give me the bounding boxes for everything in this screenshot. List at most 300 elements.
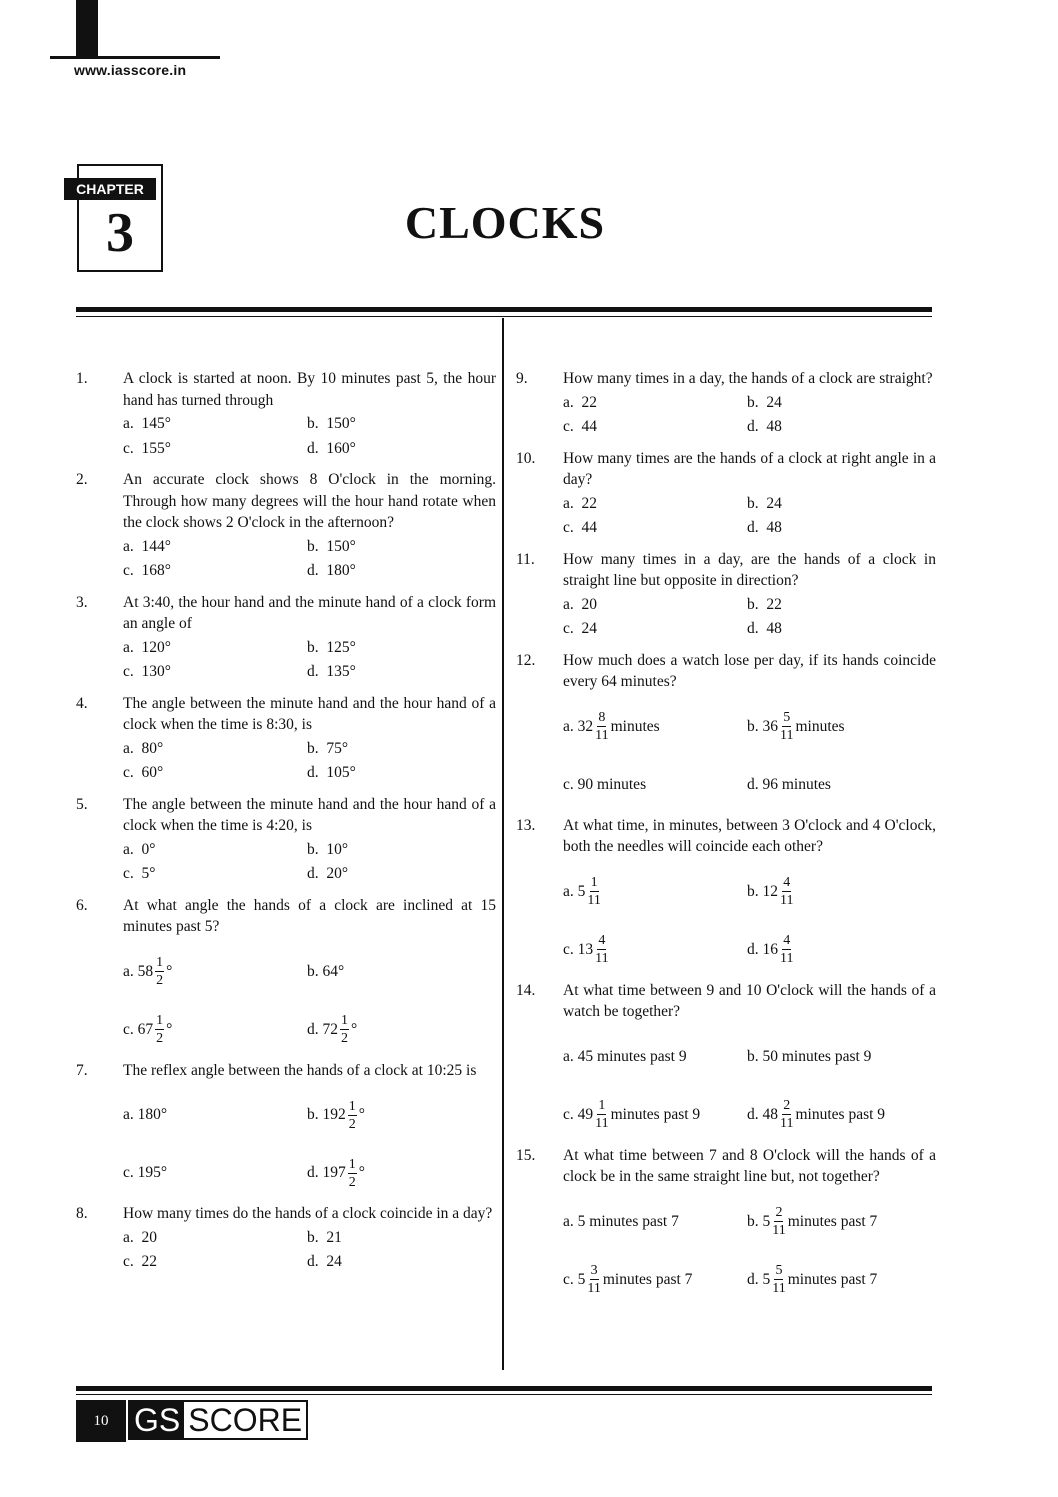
- option-suffix: minutes past 7: [787, 1212, 878, 1230]
- option-letter: c.: [563, 775, 574, 793]
- option: [123, 762, 307, 784]
- option: [307, 536, 491, 558]
- question-number: 14.: [516, 981, 536, 999]
- fraction-numerator: 1: [156, 1013, 164, 1028]
- option: [307, 762, 491, 784]
- chapter-label: CHAPTER: [64, 178, 156, 200]
- option-letter: a.: [123, 1228, 134, 1246]
- question-number: 6.: [76, 896, 88, 914]
- option-letter: d.: [307, 764, 319, 781]
- option-letter: c.: [123, 1253, 134, 1270]
- option-letter: a.: [563, 595, 574, 613]
- title-divider-thin: [76, 316, 932, 317]
- question-number: 9.: [516, 370, 528, 387]
- option-value: 24: [326, 1253, 342, 1270]
- option-value: 44: [581, 519, 598, 536]
- option: [307, 413, 491, 435]
- option: [747, 1202, 931, 1242]
- option-value: 24: [766, 494, 782, 512]
- option: [563, 765, 747, 805]
- option-whole: 12: [762, 882, 778, 900]
- fraction-denominator: 11: [780, 728, 794, 743]
- option-letter: b.: [747, 1212, 759, 1230]
- option: [123, 839, 307, 861]
- question-text: How many times in a day, the hands of a clock are straight?: [563, 370, 933, 387]
- option: [563, 1202, 747, 1242]
- option-letter: a.: [563, 1047, 574, 1065]
- option-letter: a.: [123, 1106, 134, 1124]
- option: [307, 1251, 491, 1273]
- question-item: [76, 368, 496, 459]
- fraction-numerator: 1: [348, 1156, 356, 1172]
- question-text: At 3:40, the hour hand and the minute hand of a clock form an angle of: [123, 593, 496, 632]
- option-whole: 48: [762, 1105, 778, 1123]
- option-letter: a.: [123, 962, 134, 980]
- option: [563, 930, 747, 970]
- question-number: 11.: [516, 550, 535, 568]
- option: [123, 536, 307, 558]
- option-value: 96 minutes: [762, 775, 831, 793]
- options-grid: [123, 637, 496, 683]
- fraction-denominator: 11: [772, 1281, 786, 1296]
- left-column: [76, 368, 496, 1283]
- option-suffix: °: [358, 1164, 365, 1182]
- page-number: 10: [76, 1400, 126, 1442]
- question-text: The angle between the minute hand and the hour hand of a clock when the time is 8:30, is: [123, 694, 496, 733]
- option: [563, 416, 747, 438]
- question-item: [76, 895, 496, 1050]
- option-letter: c.: [123, 663, 134, 680]
- option-letter: c.: [123, 764, 134, 781]
- option-value: 22: [766, 595, 782, 613]
- option-fraction: [155, 1012, 164, 1047]
- option-fraction: [348, 1156, 357, 1191]
- footer-divider-thin: [76, 1394, 932, 1395]
- option-letter: d.: [747, 519, 759, 536]
- option-fraction: [348, 1098, 357, 1133]
- option: [123, 1153, 307, 1193]
- option: [307, 1010, 491, 1050]
- question-text: An accurate clock shows 8 O'clock in the morning. Through how many degrees will the hour hand rotate when the clock shows 2 O'clock in the afternoon?: [123, 471, 496, 531]
- fraction-numerator: 8: [598, 710, 606, 725]
- question-number: 8.: [76, 1205, 88, 1222]
- option-letter: b.: [747, 1047, 759, 1065]
- option-letter: c.: [123, 439, 134, 457]
- option-fraction: [780, 932, 793, 967]
- option-fraction: [780, 1097, 793, 1132]
- option-value: 130°: [141, 663, 171, 680]
- option-fraction: [772, 1204, 785, 1239]
- option-letter: a.: [123, 638, 134, 656]
- question-item: [516, 549, 936, 640]
- option-fraction: [340, 1012, 349, 1047]
- option-value: 144°: [141, 537, 171, 555]
- option-whole: 67: [137, 1020, 154, 1038]
- option-letter: a.: [563, 1212, 574, 1230]
- option-value: 48: [766, 519, 782, 536]
- option: [747, 1260, 931, 1300]
- option-value: 0°: [141, 840, 156, 858]
- option-letter: c.: [563, 1270, 574, 1288]
- option: [123, 952, 307, 992]
- question-number: 10.: [516, 449, 536, 467]
- option-suffix: °: [166, 1020, 173, 1038]
- question-number: 4.: [76, 694, 88, 712]
- fraction-numerator: 2: [783, 1098, 791, 1113]
- option: [123, 637, 307, 659]
- option-value: 60°: [141, 764, 164, 781]
- option-letter: c.: [123, 562, 134, 579]
- option: [307, 661, 491, 683]
- option-letter: d.: [307, 1164, 319, 1182]
- option: [747, 493, 931, 515]
- question-text: At what time between 7 and 8 O'clock will the hands of a clock be in the same straight line but, not together?: [563, 1146, 936, 1185]
- website-url: www.iasscore.in: [74, 62, 187, 78]
- option: [123, 560, 307, 582]
- fraction-numerator: 4: [783, 875, 791, 890]
- option: [307, 438, 491, 460]
- question-text: At what time between 9 and 10 O'clock will the hands of a watch be together?: [563, 981, 936, 1020]
- question-number: 15.: [516, 1146, 536, 1164]
- option-value: 120°: [141, 638, 171, 656]
- question-number: 2.: [76, 471, 88, 488]
- option-suffix: °: [351, 1020, 358, 1038]
- option-whole: 197: [322, 1164, 346, 1182]
- option-letter: b.: [747, 595, 759, 613]
- question-number: 12.: [516, 651, 536, 669]
- option: [747, 392, 931, 414]
- option-suffix: minutes past 7: [787, 1270, 878, 1288]
- fraction-denominator: 2: [348, 1116, 356, 1132]
- fraction-numerator: 1: [156, 955, 164, 970]
- option-letter: d.: [307, 562, 319, 579]
- option-value: 90 minutes: [577, 775, 647, 793]
- question-text: How many times in a day, are the hands of a clock in straight line but opposite in direction?: [563, 550, 936, 589]
- option-fraction: [155, 954, 164, 989]
- option-suffix: minutes past 7: [602, 1270, 693, 1288]
- option-value: 20: [581, 595, 598, 613]
- option-value: 22: [581, 393, 598, 411]
- fraction-denominator: 2: [156, 973, 164, 988]
- chapter-title: CLOCKS: [404, 197, 606, 248]
- option-letter: a.: [563, 393, 574, 411]
- question-item: [76, 693, 496, 784]
- question-item: [76, 794, 496, 885]
- question-item: [516, 815, 936, 970]
- option-letter: b.: [747, 717, 759, 735]
- options-grid: [563, 872, 936, 970]
- options-grid: [563, 392, 936, 438]
- option: [563, 618, 747, 640]
- question-item: [516, 650, 936, 805]
- fraction-denominator: 11: [780, 951, 794, 966]
- option: [747, 765, 931, 805]
- option: [563, 392, 747, 414]
- option-whole: 5: [762, 1212, 771, 1230]
- fraction-numerator: 1: [341, 1013, 348, 1028]
- options-grid: [563, 493, 936, 539]
- option-letter: b.: [307, 1106, 319, 1124]
- option-fraction: [780, 874, 793, 909]
- gs-score-logo: [128, 1400, 308, 1440]
- question-text: A clock is started at noon. By 10 minutes past 5, the hour hand has turned through: [123, 370, 496, 409]
- option-value: 21: [326, 1228, 342, 1246]
- option-letter: d.: [747, 940, 759, 958]
- fraction-denominator: 11: [587, 893, 601, 908]
- option-letter: d.: [747, 775, 759, 793]
- question-text: At what time, in minutes, between 3 O'clock and 4 O'clock, both the needles will coincide each other?: [563, 816, 936, 855]
- question-item: [516, 1145, 936, 1300]
- fraction-numerator: 1: [348, 1098, 356, 1114]
- option-letter: b.: [307, 537, 319, 555]
- option-value: 50 minutes past 9: [762, 1047, 872, 1065]
- options-grid: [123, 839, 496, 885]
- header-bar: [76, 0, 98, 58]
- option-whole: 36: [762, 717, 778, 735]
- question-number: 1.: [76, 370, 88, 387]
- option: [123, 1251, 307, 1273]
- option-value: 75°: [326, 739, 349, 757]
- option-letter: d.: [307, 439, 319, 457]
- option-letter: c.: [563, 1105, 574, 1123]
- option-value: 48: [766, 418, 782, 435]
- option-value: 150°: [326, 537, 356, 555]
- option: [307, 738, 491, 760]
- option: [747, 618, 931, 640]
- option: [747, 594, 931, 616]
- option-letter: d.: [747, 418, 759, 435]
- option: [747, 707, 931, 747]
- option-letter: b.: [307, 739, 319, 757]
- option-letter: c.: [563, 620, 574, 637]
- question-text: At what angle the hands of a clock are inclined at 15 minutes past 5?: [123, 896, 496, 935]
- fraction-numerator: 5: [783, 710, 791, 725]
- options-grid: [563, 1037, 936, 1135]
- option-value: 22: [581, 494, 598, 512]
- fraction-numerator: 5: [775, 1263, 783, 1278]
- option-fraction: [772, 1262, 785, 1297]
- question-number: 7.: [76, 1061, 88, 1079]
- fraction-numerator: 1: [598, 1098, 606, 1113]
- options-grid: [123, 536, 496, 582]
- option-value: 20°: [326, 865, 349, 882]
- option-suffix: minutes past 9: [610, 1105, 701, 1123]
- options-grid: [123, 952, 496, 1050]
- option-whole: 5: [762, 1270, 771, 1288]
- option-value: 20: [141, 1228, 158, 1246]
- option: [747, 517, 931, 539]
- option: [307, 1095, 491, 1135]
- option-fraction: [595, 1097, 608, 1132]
- option-whole: 16: [762, 940, 778, 958]
- fraction-numerator: 4: [598, 933, 606, 948]
- fraction-denominator: 11: [595, 1116, 609, 1131]
- option-letter: c.: [123, 1164, 134, 1182]
- footer-divider: [76, 1386, 932, 1391]
- option-value: 80°: [141, 739, 164, 757]
- option-letter: d.: [307, 663, 319, 680]
- question-number: 3.: [76, 593, 88, 611]
- question-number: 5.: [76, 795, 88, 813]
- option: [123, 1010, 307, 1050]
- question-text: How many times are the hands of a clock at right angle in a day?: [563, 449, 936, 488]
- question-item: [516, 368, 936, 438]
- option-letter: b.: [307, 962, 319, 980]
- option-letter: c.: [563, 519, 574, 536]
- question-item: [76, 1203, 496, 1273]
- option-value: 24: [581, 620, 598, 637]
- column-divider: [502, 318, 504, 1370]
- option-value: 180°: [137, 1106, 168, 1124]
- fraction-denominator: 11: [595, 728, 609, 743]
- option-value: 168°: [141, 562, 171, 579]
- question-number: 13.: [516, 816, 536, 834]
- option-whole: 72: [322, 1020, 338, 1038]
- option-value: 160°: [326, 439, 356, 457]
- option: [307, 863, 491, 885]
- question-text: The angle between the minute hand and the hour hand of a clock when the time is 4:20, is: [123, 795, 496, 834]
- options-grid: [123, 738, 496, 784]
- option-letter: a.: [123, 537, 134, 555]
- option-value: 105°: [326, 764, 356, 781]
- fraction-denominator: 11: [772, 1223, 786, 1238]
- option-letter: b.: [747, 393, 759, 411]
- option-whole: 5: [577, 882, 586, 900]
- fraction-numerator: 2: [775, 1205, 783, 1220]
- option-letter: c.: [123, 1020, 134, 1038]
- option: [747, 1037, 931, 1077]
- fraction-numerator: 3: [590, 1263, 598, 1278]
- option: [563, 872, 747, 912]
- question-text: How many times do the hands of a clock coincide in a day?: [123, 1205, 493, 1222]
- option-letter: c.: [123, 865, 134, 882]
- option-value: 180°: [326, 562, 356, 579]
- option-letter: a.: [563, 717, 574, 735]
- option-value: 22: [141, 1253, 158, 1270]
- option: [307, 1227, 491, 1249]
- option-letter: d.: [307, 865, 319, 882]
- option-suffix: minutes: [610, 717, 660, 735]
- option-value: 150°: [326, 415, 356, 432]
- option: [307, 637, 491, 659]
- fraction-denominator: 11: [595, 951, 609, 966]
- options-grid: [563, 1202, 936, 1300]
- question-item: [76, 592, 496, 683]
- option: [563, 1037, 747, 1077]
- option-value: 145°: [141, 415, 171, 432]
- question-item: [76, 469, 496, 582]
- question-text: How much does a watch lose per day, if its hands coincide every 64 minutes?: [563, 651, 936, 690]
- option-fraction: [780, 709, 793, 744]
- options-grid: [563, 707, 936, 805]
- option-letter: a.: [123, 840, 134, 858]
- option-value: 125°: [326, 638, 356, 656]
- option: [563, 1260, 747, 1300]
- fraction-denominator: 2: [156, 1031, 164, 1046]
- option-letter: a.: [123, 415, 134, 432]
- option-letter: b.: [307, 840, 319, 858]
- option: [123, 661, 307, 683]
- option-fraction: [595, 709, 608, 744]
- option-letter: a.: [563, 494, 574, 512]
- right-column: [516, 368, 936, 1310]
- chapter-number: 3: [106, 202, 134, 264]
- logo-gs: GS: [130, 1402, 184, 1438]
- question-item: [516, 448, 936, 539]
- option-value: 44: [581, 418, 598, 435]
- option: [123, 413, 307, 435]
- option-letter: a.: [123, 739, 134, 757]
- option-letter: b.: [307, 415, 319, 432]
- option-letter: a.: [563, 882, 574, 900]
- fraction-denominator: 2: [341, 1031, 348, 1046]
- option-whole: 49: [577, 1105, 594, 1123]
- option-value: 135°: [326, 663, 356, 680]
- option: [563, 1095, 747, 1135]
- option-whole: 192: [322, 1106, 346, 1124]
- option: [563, 517, 747, 539]
- fraction-denominator: 2: [348, 1174, 356, 1190]
- option-value: 64°: [322, 962, 345, 980]
- option: [747, 872, 931, 912]
- option-suffix: °: [166, 962, 173, 980]
- title-divider: [76, 307, 932, 312]
- options-grid: [123, 1095, 496, 1193]
- option-whole: 58: [137, 962, 154, 980]
- option: [307, 1153, 491, 1193]
- option-letter: b.: [307, 1228, 319, 1246]
- option: [563, 594, 747, 616]
- option-value: 45 minutes past 9: [577, 1047, 687, 1065]
- option: [123, 1227, 307, 1249]
- option: [747, 930, 931, 970]
- option-fraction: [587, 874, 600, 909]
- option-suffix: minutes past 9: [795, 1105, 886, 1123]
- option-value: 5°: [141, 865, 156, 882]
- option-value: 10°: [326, 840, 349, 858]
- option-letter: d.: [747, 1270, 759, 1288]
- options-grid: [563, 594, 936, 640]
- question-item: [76, 1060, 496, 1194]
- option-value: 5 minutes past 7: [577, 1212, 679, 1230]
- fraction-denominator: 11: [587, 1281, 601, 1296]
- option-letter: b.: [307, 638, 319, 656]
- option-letter: d.: [747, 620, 759, 637]
- option-suffix: °: [358, 1106, 365, 1124]
- option-fraction: [587, 1262, 600, 1297]
- option: [747, 416, 931, 438]
- option-value: 24: [766, 393, 782, 411]
- question-text: The reflex angle between the hands of a clock at 10:25 is: [123, 1061, 477, 1079]
- option: [747, 1095, 931, 1135]
- option-letter: d.: [307, 1020, 319, 1038]
- option-value: 195°: [137, 1164, 168, 1182]
- option: [123, 863, 307, 885]
- header-rule: [50, 56, 220, 59]
- option-letter: d.: [307, 1253, 319, 1270]
- option-letter: c.: [563, 418, 574, 435]
- option-letter: b.: [747, 882, 759, 900]
- option-letter: d.: [747, 1105, 759, 1123]
- option: [563, 493, 747, 515]
- option-suffix: minutes: [795, 717, 845, 735]
- option-value: 155°: [141, 439, 171, 457]
- option-letter: c.: [563, 940, 574, 958]
- option: [123, 738, 307, 760]
- fraction-denominator: 11: [780, 1116, 794, 1131]
- option-letter: b.: [747, 494, 759, 512]
- options-grid: [123, 1227, 496, 1273]
